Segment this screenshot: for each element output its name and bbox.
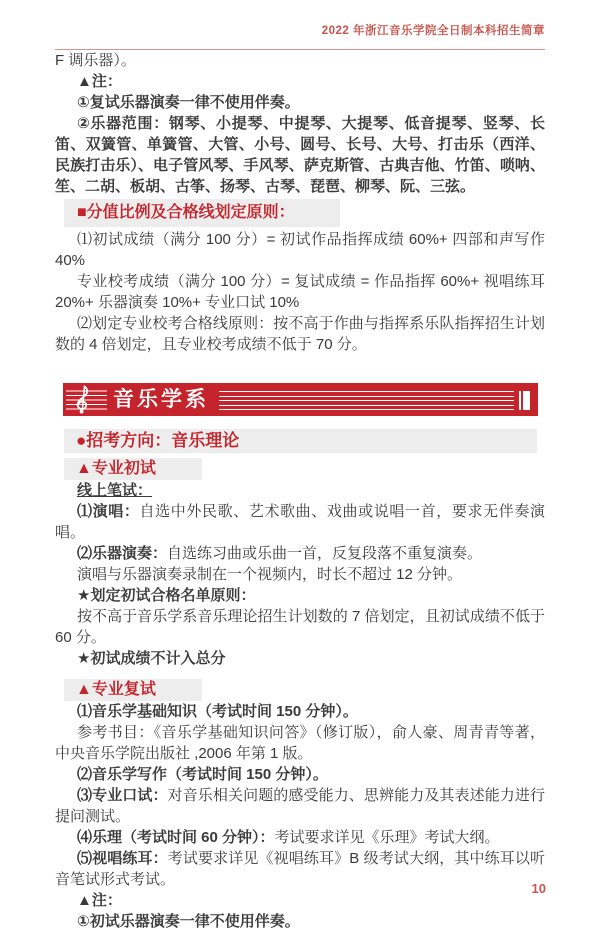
final-exam-item-2: ⑵音乐学写作（考试时间 150 分钟）。 xyxy=(77,766,328,783)
department-banner-title: 音乐学系 xyxy=(113,388,209,411)
final-exam-item-1: ⑴音乐学基础知识（考试时间 150 分钟）。 xyxy=(77,703,358,720)
direction-heading: ●招考方向：音乐理论 xyxy=(64,429,537,453)
department-banner xyxy=(63,383,538,416)
staff-barline-thin xyxy=(519,391,521,410)
final-note-1: ①初试乐器演奏一律不使用伴奏。 xyxy=(77,913,300,930)
final-note-label: ▲注： xyxy=(77,892,122,909)
initial-score-note: ★初试成绩不计入总分 xyxy=(77,650,226,667)
staff-lines-decoration xyxy=(219,383,538,416)
treble-clef-icon xyxy=(63,383,109,416)
video-note: 演唱与乐器演奏录制在一个视频内，时长不超过 12 分钟。 xyxy=(77,566,463,583)
score-rule-1: ⑴初试成绩（满分 100 分）= 初试作品指挥成绩 60%+ 四部和声写作 40% xyxy=(55,231,545,269)
initial-shortlist-rule-text: 按不高于音乐学系音乐理论招生计划数的 7 倍划定，且初试成绩不低于 60 分。 xyxy=(55,608,545,646)
online-written-test-label xyxy=(55,480,545,501)
staff-barline-thick xyxy=(523,391,530,410)
final-exam-item-4: ⑷乐理（考试时间 60 分钟）：考试要求详见《乐理》考试大纲。 xyxy=(77,829,500,846)
initial-exam-item-2: ⑵乐器演奏：自选练习曲或乐曲一首，反复段落不重复演奏。 xyxy=(77,545,483,562)
final-exam-item-3: ⑶专业口试：对音乐相关问题的感受能力、思辨能力及其表述能力进行提问测试。 xyxy=(55,787,545,825)
header-title: 2022 年浙江音乐学院全日制本科招生简章 xyxy=(321,25,545,37)
score-rule-2: 专业校考成绩（满分 100 分）= 复试成绩 = 作品指挥 60%+ 视唱练耳 20%+ 乐器演奏 10%+ 专业口试 10% xyxy=(55,273,545,311)
score-section-heading: ■分值比例及合格线划定原则： xyxy=(64,199,340,227)
score-rule-3: ⑵划定专业校考合格线原则：按不高于作曲与指挥系乐队指挥招生计划数的 4 倍划定，且专业校考成绩不低于 70 分。 xyxy=(55,315,545,353)
page-header xyxy=(0,0,600,50)
online-written-test-text: 线上笔试： xyxy=(77,482,153,499)
final-exam-heading: ▲专业复试 xyxy=(64,679,202,701)
final-exam-item-5: ⑸视唱练耳：考试要求详见《视唱练耳》B 级考试大纲，其中练耳以听音笔试形式考试。 xyxy=(55,850,545,888)
continuation-line: F 调乐器）。 xyxy=(55,52,136,69)
intro-note-2-instrument-list: ②乐器范围：钢琴、小提琴、中提琴、大提琴、低音提琴、竖琴、长笛、双簧管、单簧管、大管、小号、圆号、长号、大号、打击乐（西洋、民族打击乐）、电子管风琴、手风琴、萨克斯管、古典吉他、竹笛、唢呐、笙、二胡、板胡、古筝、扬琴、古琴、琵琶、柳琴、阮、三弦。 xyxy=(55,115,545,195)
intro-note-1: ①复试乐器演奏一律不使用伴奏。 xyxy=(77,94,300,111)
intro-note-label: ▲注： xyxy=(77,73,122,90)
page-number: 10 xyxy=(531,881,546,896)
initial-exam-item-1: ⑴演唱：自选中外民歌、艺术歌曲、戏曲或说唱一首，要求无伴奏演唱。 xyxy=(55,503,545,541)
initial-shortlist-rule-label: ★划定初试合格名单原则： xyxy=(77,587,256,604)
page-content xyxy=(0,50,600,932)
reference-books: 参考书目：《音乐学基础知识问答》（修订版），俞人豪、周青青等著，中央音乐学院出版社 ,2006 年第 1 版。 xyxy=(55,724,545,762)
initial-exam-heading: ▲专业初试 xyxy=(64,458,202,480)
